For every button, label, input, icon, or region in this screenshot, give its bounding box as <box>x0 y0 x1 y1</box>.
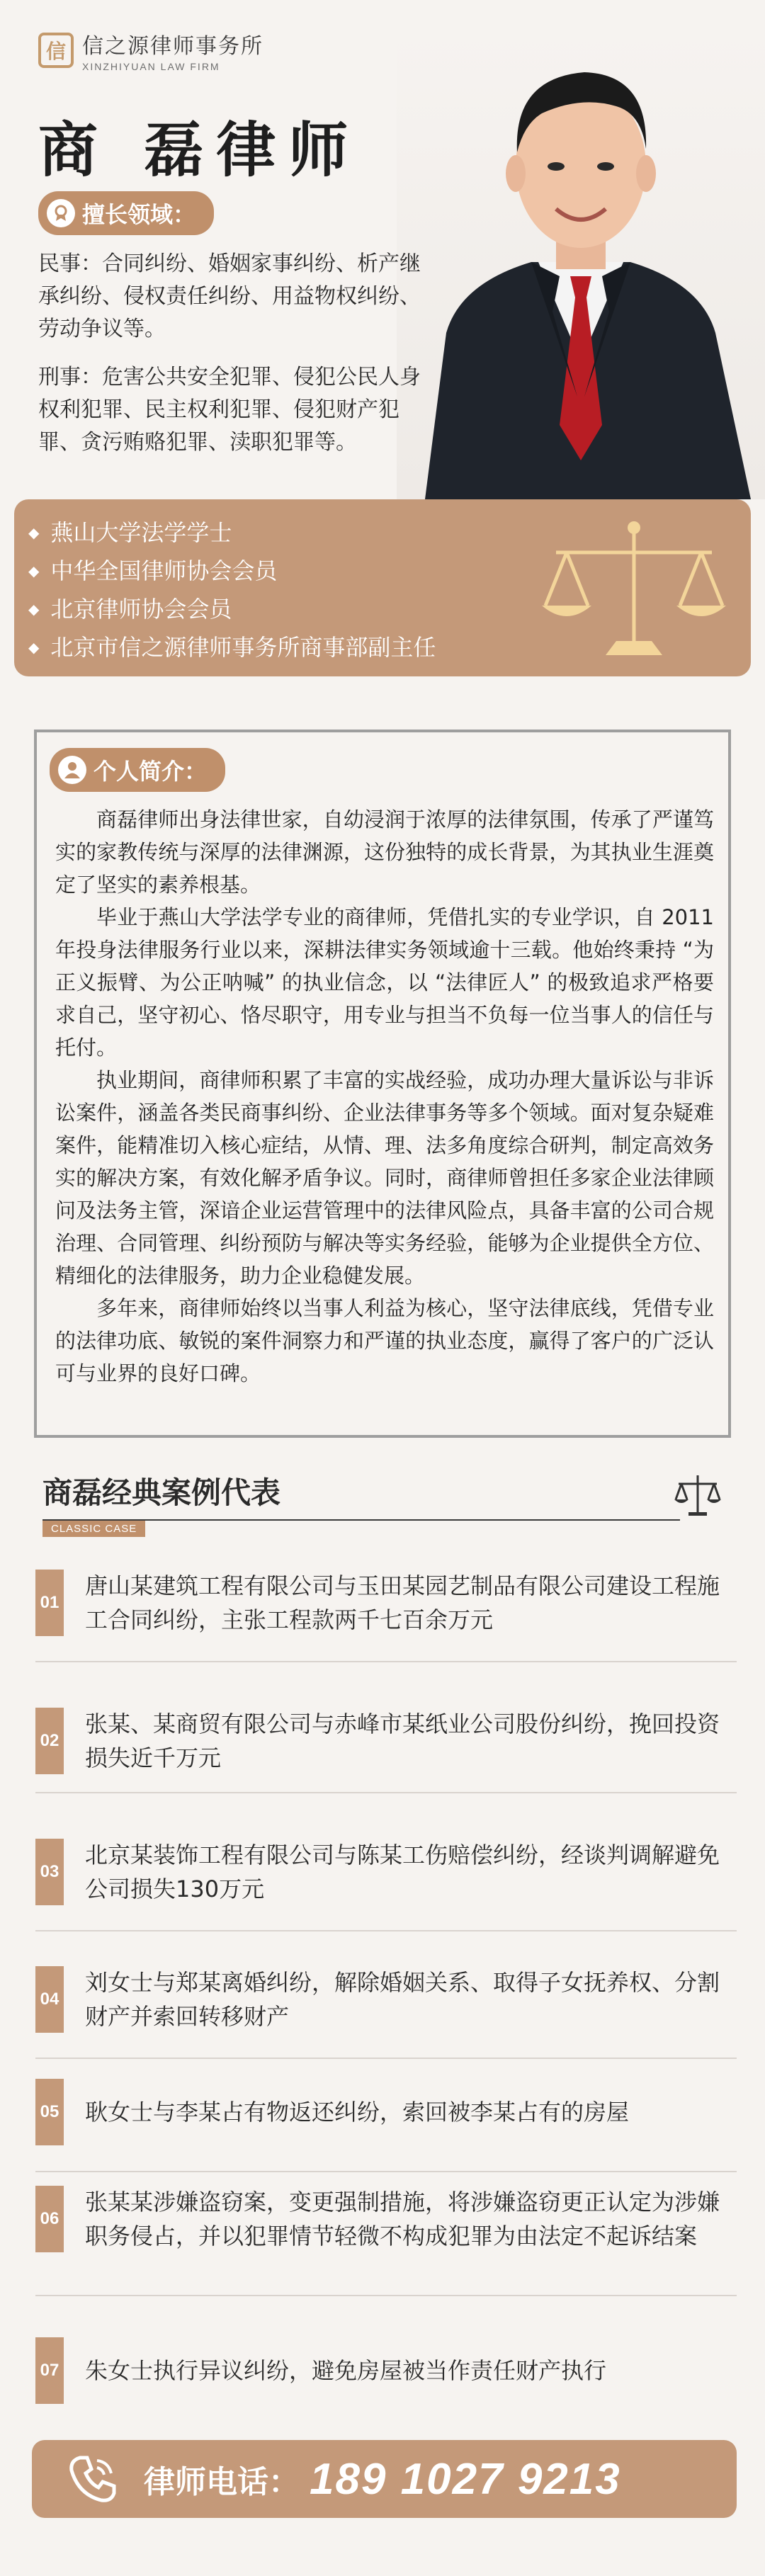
case-number: 01 <box>35 1570 64 1636</box>
bullet-icon: ◆ <box>28 524 40 541</box>
case-item <box>35 1569 737 1637</box>
profile-paragraph: 执业期间，商律师积累了丰富的实战经验，成功办理大量诉讼与非诉讼案件，涵盖各类民商事纠纷、企业法律事务等多个领域。面对复杂疑难案件，能精准切入核心症结，从情、理、法多角度综合研判，制定高效务实的解决方案，有效化解矛盾争议。同时，商律师曾担任多家企业法律顾问及法务主管，深谙企业运营管理中的法律风险点，具备丰富的公司合规治理、合同管理、纠纷预防与解决等实务经验，能够为企业提供全方位、精细化的法律服务，助力企业稳健发展。 <box>55 1068 714 1288</box>
lawyer-portrait <box>397 28 765 499</box>
firm-logo-mark: 信 <box>38 33 74 68</box>
profile-title-badge <box>50 748 225 792</box>
credential-item: ◆ 北京律师协会会员 <box>28 590 436 628</box>
case-number: 02 <box>35 1708 64 1774</box>
cases-subtitle: CLASSIC CASE <box>42 1521 145 1537</box>
bullet-icon: ◆ <box>28 562 40 579</box>
case-divider <box>35 1930 737 1931</box>
credential-item: ◆ 燕山大学法学学士 <box>28 514 436 552</box>
case-number: 05 <box>35 2079 64 2145</box>
phone-icon <box>64 2451 121 2507</box>
firm-name-en: XINZHIYUAN LAW FIRM <box>82 61 220 72</box>
bullet-icon: ◆ <box>28 601 40 618</box>
case-item <box>35 2337 737 2404</box>
credentials-panel <box>14 499 751 676</box>
expertise-title-badge <box>38 191 214 235</box>
bullet-icon: ◆ <box>28 639 40 656</box>
case-text: 耿女士与李某占有物返还纠纷，索回被李某占有的房屋 <box>85 2099 630 2126</box>
profile-paragraph: 毕业于燕山大学法学专业的商律师，凭借扎实的专业学识，自 2011 年投身法律服务行业以来，深耕法律实务领域逾十三载。他始终秉持 “为正义振臂、为公正呐喊” 的执业信念，以 “法律匠人” 的极致追求严格要求自己，坚守初心、恪尽职守，用专业与担当不负每一位当事人的信任与托付。 <box>55 905 714 1060</box>
expertise-civil: 民事：合同纠纷、婚姻家事纠纷、析产继承纠纷、侵权责任纠纷、用益物权纠纷、劳动争议等。 <box>38 251 421 341</box>
cases-title: 商磊经典案例代表 <box>42 1475 281 1510</box>
expertise-title: 擅长领域： <box>82 201 196 228</box>
phone-label: 律师电话： <box>144 2464 300 2500</box>
profile-section <box>34 730 731 1438</box>
person-icon <box>58 756 86 784</box>
scales-of-justice-icon <box>538 514 730 662</box>
case-item <box>35 1707 737 1775</box>
case-divider <box>35 2058 737 2059</box>
case-text: 刘女士与郑某离婚纠纷，解除婚姻关系、取得子女抚养权、分割财产并索回转移财产 <box>85 1969 720 2030</box>
case-text: 张某、某商贸有限公司与赤峰市某纸业公司股份纠纷，挽回投资损失近千万元 <box>85 1710 720 1771</box>
profile-paragraph: 商磊律师出身法律世家，自幼浸润于浓厚的法律氛围，传承了严谨笃实的家教传统与深厚的法律渊源，这份独特的成长背景，为其执业生涯奠定了坚实的素养根基。 <box>55 807 714 897</box>
case-divider <box>35 1661 737 1662</box>
profile-body <box>55 803 714 1390</box>
firm-name-cn: 信之源律师事务所 <box>82 34 264 59</box>
case-text: 北京某装饰工程有限公司与陈某工伤赔偿纠纷，经谈判调解避免公司损失130万元 <box>85 1842 720 1902</box>
case-text: 张某某涉嫌盗窃案，变更强制措施，将涉嫌盗窃更正认定为涉嫌职务侵占，并以犯罪情节轻微不构成犯罪为由法定不起诉结案 <box>85 2189 720 2249</box>
expertise-section <box>38 248 435 459</box>
case-divider <box>35 1792 737 1793</box>
cases-header <box>42 1470 722 1535</box>
case-divider <box>35 2171 737 2172</box>
firm-logo-text <box>82 28 264 72</box>
credential-item: ◆ 北京市信之源律师事务所商事部副主任 <box>28 628 436 666</box>
expertise-criminal: 刑事：危害公共安全犯罪、侵犯公民人身权利犯罪、民主权利犯罪、侵犯财产犯罪、贪污贿赂犯罪、渎职犯罪等。 <box>38 365 421 455</box>
phone-contact-bar[interactable] <box>32 2440 737 2518</box>
case-divider <box>35 2295 737 2296</box>
case-item <box>35 2185 737 2253</box>
case-number: 03 <box>35 1839 64 1905</box>
phone-number[interactable]: 189 1027 9213 <box>310 2454 621 2504</box>
case-number: 07 <box>35 2337 64 2404</box>
firm-logo <box>38 28 264 72</box>
lawyer-name: 商 磊律师 <box>38 115 361 185</box>
award-icon <box>47 199 75 227</box>
case-item <box>35 2079 737 2145</box>
case-text: 朱女士执行异议纠纷，避免房屋被当作责任财产执行 <box>85 2357 607 2384</box>
case-number: 06 <box>35 2186 64 2252</box>
credential-item: ◆ 中华全国律师协会会员 <box>28 552 436 590</box>
case-item <box>35 1965 737 2033</box>
scales-icon <box>673 1470 722 1519</box>
profile-paragraph: 多年来，商律师始终以当事人利益为核心，坚守法律底线，凭借专业的法律功底、敏锐的案件洞察力和严谨的执业态度，赢得了客户的广泛认可与业界的良好口碑。 <box>55 1296 714 1385</box>
case-text: 唐山某建筑工程有限公司与玉田某园艺制品有限公司建设工程施工合同纠纷，主张工程款两千七百余万元 <box>85 1572 720 1633</box>
profile-title: 个人简介： <box>94 758 208 785</box>
credentials-list <box>28 514 436 666</box>
case-number: 04 <box>35 1966 64 2033</box>
case-item <box>35 1838 737 1906</box>
